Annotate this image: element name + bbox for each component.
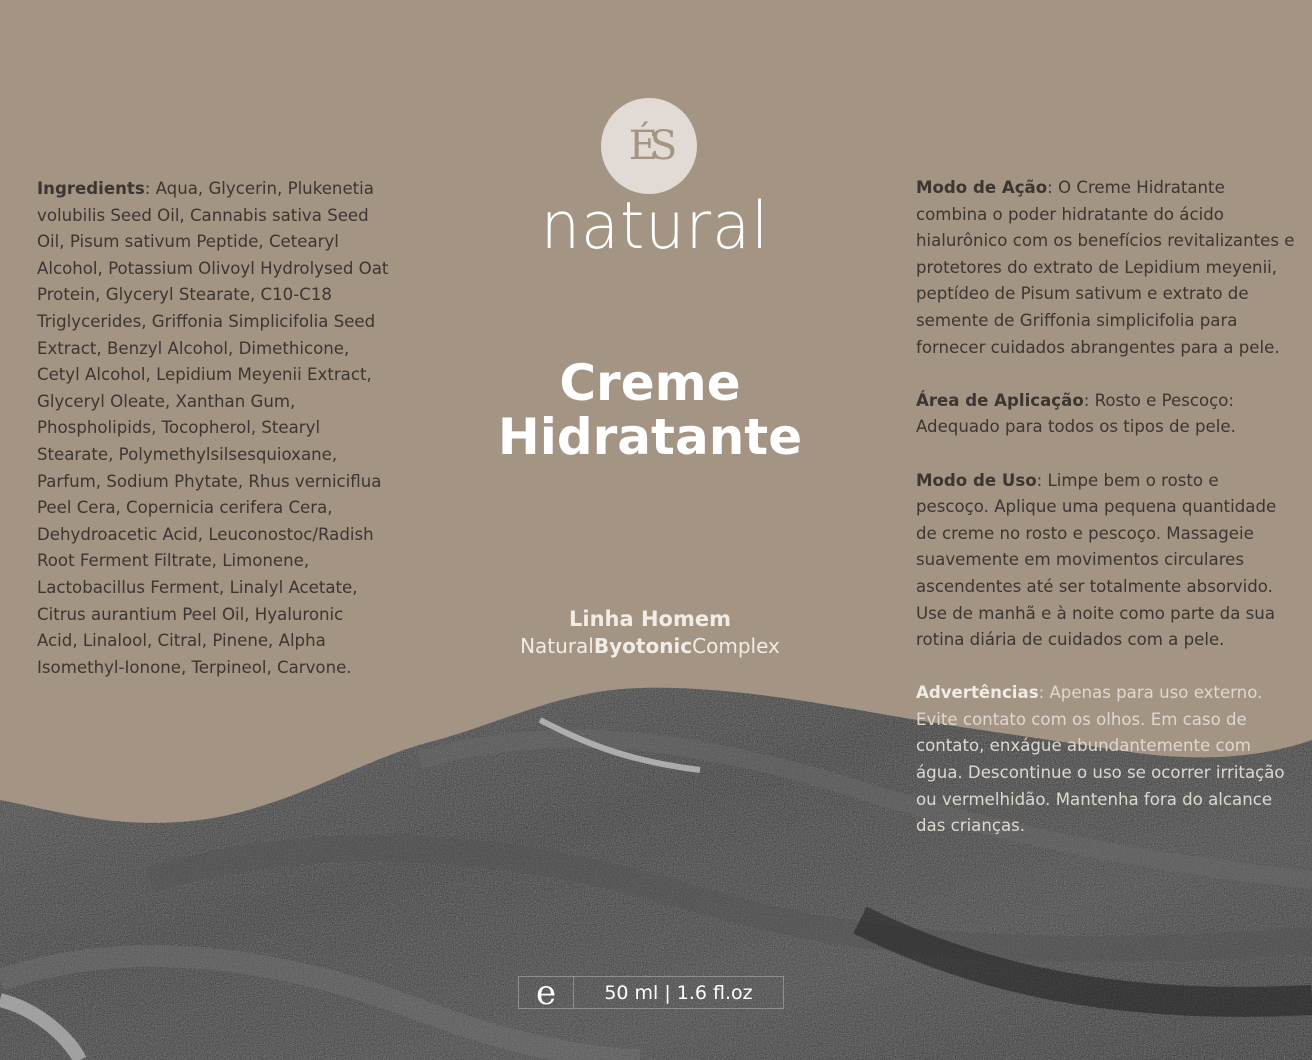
brand-monogram: ÉS: [628, 123, 670, 169]
complex-part1: Natural: [520, 634, 594, 658]
product-title-line2: Hidratante: [497, 408, 803, 466]
usage-text: : Limpe bem o rosto e pescoço. Aplique uma pequena quantidade de creme no rosto e pescoço. Massageie suavemente em movimentos circulares ascendentes até ser totalmente absorvido. Use de manhã e à noite como parte da sua rotina diária de cuidados com a pele.: [916, 470, 1277, 650]
complex-part2: Byotonic: [593, 634, 693, 658]
area-paragraph: [916, 388, 1296, 441]
usage-info-block: [916, 175, 1296, 866]
usage-paragraph: [916, 468, 1296, 654]
volume-box: [518, 972, 784, 1013]
product-title: [470, 356, 830, 464]
brand-name: natural: [540, 187, 770, 264]
warning-label: Advertências: [916, 683, 1039, 703]
product-title-line1: Creme: [559, 354, 741, 412]
product-complex: [470, 632, 830, 660]
brand-logo: [601, 98, 697, 194]
area-label: Área de Aplicação: [916, 390, 1084, 410]
warning-paragraph: [916, 680, 1296, 840]
ingredients-label: Ingredients: [37, 179, 145, 198]
estimated-sign-icon: e: [519, 977, 574, 1008]
product-line-name: Linha Homem: [569, 607, 731, 631]
ingredients-text: : Aqua, Glycerin, Plukenetia volubilis Seed Oil, Cannabis sativa Seed Oil, Pisum sativum Peptide, Cetearyl Alcohol, Potassium Olivoyl Hydrolysed Oat Protein, Glyceryl Stearate, C10-C18 Triglycerides, Griffonia Simplicifolia Seed Extract, Benzyl Alcohol, Dimethicone, Cetyl Alcohol, Lepidium Meyenii Extract, Glyceryl Oleate, Xanthan Gum, Phospholipids, Tocopherol, Stearyl Stearate, Polymethylsilsesquioxane, Parfum, Sodium Phytate, Rhus verniciflua Peel Cera, Copernicia cerifera Cera, Dehydroacetic Acid, Leuconostoc/Radish Root Ferment Filtrate, Limonene, Lactobacillus Ferment, Linalyl Acetate, Citrus aurantium Peel Oil, Hyaluronic Acid, Linalool, Citral, Pinene, Alpha Isomethyl-Ionone, Terpineol, Carvone.: [37, 179, 389, 677]
usage-label: Modo de Uso: [916, 470, 1037, 490]
action-label: Modo de Ação: [916, 178, 1048, 197]
action-paragraph: [916, 175, 1296, 361]
ingredients-block: [37, 176, 389, 681]
volume-text: 50 ml | 1.6 fl.oz: [604, 981, 753, 1004]
warning-text: : Apenas para uso externo. Evite contato com os olhos. Em caso de contato, enxágue abundantemente com água. Descontinue o uso se ocorrer irritação ou vermelhidão. Mantenha fora do alcance das crianças.: [916, 683, 1285, 836]
action-text: : O Creme Hidratante combina o poder hidratante do ácido hialurônico com os benefícios revitalizantes e protetores do extrato de Lepidium meyenii, peptídeo de Pisum sativum e extrato de semente de Griffonia simplicifolia para fornecer cuidados abrangentes para a pele.: [916, 178, 1295, 357]
complex-part3: Complex: [692, 634, 780, 658]
area-text: : Rosto e Pescoço: Adequado para todos os tipos de pele.: [916, 390, 1236, 437]
